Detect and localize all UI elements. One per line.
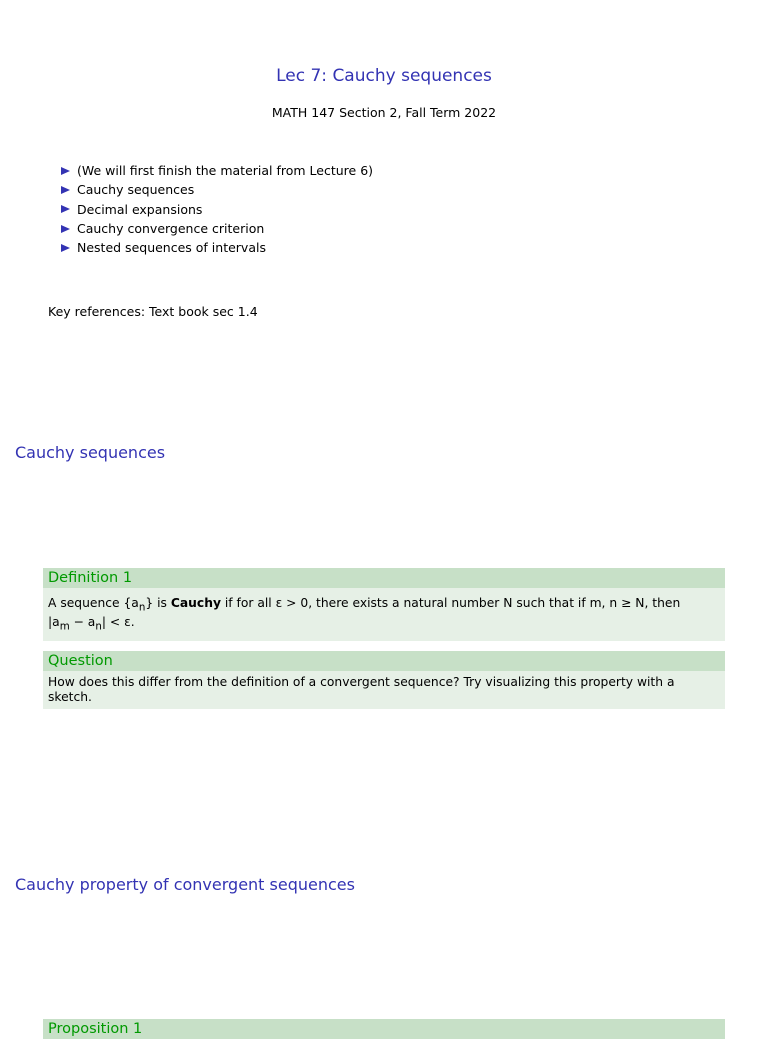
list-item-text: (We will first finish the material from Lecture 6) <box>77 163 374 178</box>
definition-text-3: if for all ε > 0, there exists a natural number N such that if m, n ≥ N, then <box>220 596 681 610</box>
triangle-bullet-icon <box>61 186 70 194</box>
definition-text-2: } is <box>145 596 171 610</box>
definition-title: Definition 1 <box>43 568 725 588</box>
triangle-bullet-icon <box>61 205 70 213</box>
subscript-n-2: n <box>95 620 102 633</box>
list-item-text: Cauchy sequences <box>77 182 195 198</box>
triangle-bullet-icon <box>61 167 70 175</box>
list-item-text: Cauchy convergence criterion <box>77 220 265 236</box>
definition-formula-2: − a <box>69 615 96 630</box>
triangle-bullet-icon <box>61 244 70 252</box>
triangle-bullet-icon <box>61 225 70 233</box>
section-heading-cauchy-sequences: Cauchy sequences <box>15 443 166 462</box>
definition-formula-3: | < ε. <box>101 615 135 630</box>
definition-block <box>43 568 725 641</box>
list-item <box>60 200 373 219</box>
topic-list <box>60 161 373 257</box>
section-heading-cauchy-property: Cauchy property of convergent sequences <box>15 875 355 894</box>
definition-body <box>43 588 725 641</box>
slide-subtitle: MATH 147 Section 2, Fall Term 2022 <box>271 105 497 120</box>
subscript-n: n <box>138 601 146 614</box>
question-body: How does this differ from the definition of a convergent sequence? Try visualizing this property with a sketch. <box>43 671 725 709</box>
definition-text-1: A sequence {a <box>48 596 139 610</box>
question-title: Question <box>43 651 725 671</box>
list-item <box>60 161 373 180</box>
subscript-m: m <box>59 620 70 633</box>
list-item-text: Decimal expansions <box>77 201 203 217</box>
list-item <box>60 180 373 199</box>
list-item-text: Nested sequences of intervals <box>77 240 266 256</box>
list-item <box>60 219 373 238</box>
slide-title: Lec 7: Cauchy sequences <box>276 66 492 86</box>
definition-term: Cauchy <box>170 596 221 610</box>
key-references: Key references: Text book sec 1.4 <box>48 304 258 319</box>
proposition-title: Proposition 1 <box>43 1019 725 1039</box>
proposition-block <box>43 1019 725 1039</box>
question-block <box>43 651 725 709</box>
definition-formula-1: |a <box>48 615 60 630</box>
list-item <box>60 238 373 257</box>
